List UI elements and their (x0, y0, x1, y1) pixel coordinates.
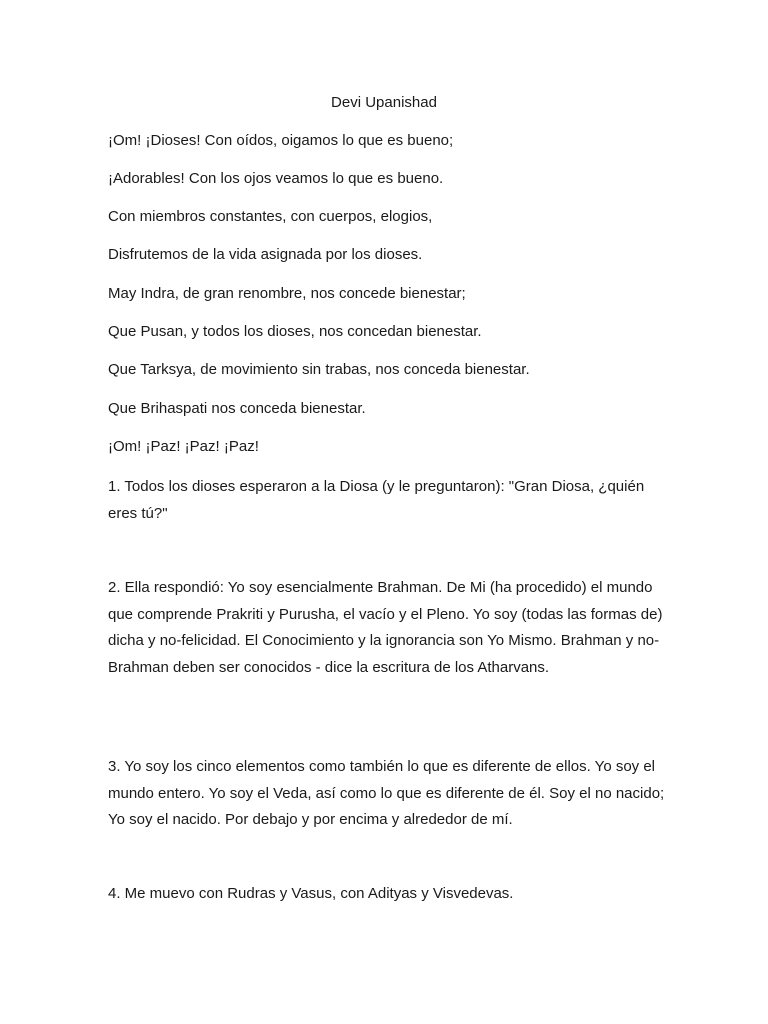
verse-2: 2. Ella respondió: Yo soy esencialmente Brahman. De Mi (ha procedido) el mundo que comprende Prakriti y Purusha, el vacío y el Pleno. Yo soy (todas las formas de) dicha y no-felicidad. El Conocimiento y la ignorancia son Yo Mismo. Brahman y no-Brahman deben ser conocidos - dice la escritura de los Atharvans. (108, 579, 663, 676)
invocation-line-7: Que Tarksya, de movimiento sin trabas, nos conceda bienestar. (108, 361, 530, 378)
invocation-line-1: ¡Om! ¡Dioses! Con oídos, oigamos lo que es bueno; (108, 132, 454, 149)
verse-3: 3. Yo soy los cinco elementos como también lo que es diferente de ellos. Yo soy el mundo entero. Yo soy el Veda, así como lo que es diferente de él. Soy el no nacido; Yo soy el nacido. Por debajo y por encima y alrededor de mí. (108, 758, 665, 829)
invocation-line-9: ¡Om! ¡Paz! ¡Paz! ¡Paz! (108, 438, 259, 455)
document-title: Devi Upanishad (331, 94, 437, 111)
invocation-line-3: Con miembros constantes, con cuerpos, elogios, (108, 208, 433, 225)
verse-1: 1. Todos los dioses esperaron a la Diosa (y le preguntaron): "Gran Diosa, ¿quién eres tú?" (108, 478, 645, 522)
verse-4: 4. Me muevo con Rudras y Vasus, con Adityas y Visvedevas. (108, 885, 514, 902)
invocation-line-2: ¡Adorables! Con los ojos veamos lo que es bueno. (108, 170, 444, 187)
invocation-line-4: Disfrutemos de la vida asignada por los dioses. (108, 246, 423, 263)
invocation-line-5: May Indra, de gran renombre, nos concede bienestar; (108, 285, 466, 302)
invocation-line-6: Que Pusan, y todos los dioses, nos concedan bienestar. (108, 323, 482, 340)
invocation-line-8: Que Brihaspati nos conceda bienestar. (108, 400, 366, 417)
